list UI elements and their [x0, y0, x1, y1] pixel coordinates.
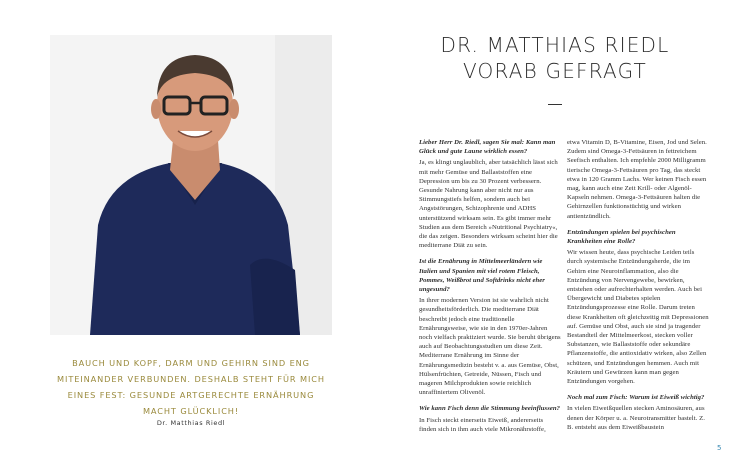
pull-quote-line: EINES FEST: GESUNDE ARTGERECHTE ERNÄHRUNG	[67, 390, 315, 400]
quote-author: Dr. Matthias Riedl	[156, 419, 226, 427]
interview-question: Wie kann Fisch denn die Stimmung beeinflussen?	[419, 405, 561, 413]
interview-question: Entzündungen spielen bei psychischen Krankheiten eine Rolle?	[567, 228, 676, 246]
interview-answer: Ja, es klingt unglaublich, aber tatsächlich lässt sich mit mehr Gemüse und Ballaststoffen eine Depression um bis zu 30 Prozent verbessern. Gesunde Nahrung kann aber nicht nur aus Stimmungstiefs helfen, sondern auch bei Angststörungen, Schizophrenie und ADHS unterstützend wirksam sein. Es gibt immer mehr Studien aus dem Bereich »Nutritional Psychiatry«, die das zeigen. Besonders wirksam scheint hier die mediterrane Diät zu sein.	[419, 159, 558, 250]
title-divider	[548, 104, 562, 105]
interview-answer: In Fisch steckt einerseits Eiweiß, andererseits finden sich in ihm auch viele Mikronährstoffe,	[419, 416, 546, 433]
interview-answer: In ihrer modernen Version ist sie wahrlich nicht gesundheitsförderlich. Die mediterrane Diät beschreibt jedoch eine traditionelle Ernährungsweise, wie sie in den 1970er-Jahren noch vielfach praktiziert wurde. Sie beruht übrigens auch auf Beobachtungsstudien um diese Zeit. Mediterrane Ernährung im Sinne der Ernährungsmedizin besteht v. a. aus Gemüse, Obst, Hülsenfrüchten, Getreide, Nüssen, Fisch und mageren Milchprodukten sowie reichlich unraffiniertem Olivenöl.	[419, 297, 561, 397]
page-title-line-1: DR. MATTHIAS RIEDL	[440, 33, 670, 57]
interview-answer: etwa Vitamin D, B-Vitamine, Eisen, Jod und Selen. Zudem sind Omega-3-Fettsäuren in fettreichem Seefisch enthalten. Ich empfehle 2000 Milligramm tierische Omega-3-Fettsäuren pro Tag, das steckt etwa in 120 Gramm Lachs. Wer keinen Fisch essen mag, kann auch eine Zeit Krill- oder Algenöl-Kapseln nehmen. Omega-3-Fettsäuren halten die Gehirnzellen funktionstüchtig und wirken antientzündlich.	[567, 139, 707, 220]
pull-quote-line: BAUCH UND KOPF, DARM UND GEHIRN SIND ENG	[72, 358, 310, 368]
portrait-photo	[50, 35, 332, 335]
page-number: 5	[717, 444, 722, 452]
text-column-left	[419, 138, 562, 436]
pull-quote-line: MITEINANDER VERBUNDEN. DESHALB STEHT FÜR MICH	[57, 374, 325, 384]
interview-question: Noch mal zum Fisch: Warum ist Eiweiß wichtig?	[567, 394, 705, 402]
interview-answer: Wir wissen heute, dass psychische Leiden teils durch systemische Entzündungsherde, die im Gehirn eine Neuroinflammation, also die Entzündung von Nervengewebe, bewirken, entstehen oder aufrechterhalten werden. Auch bei Übergewicht und Diabetes spielen Entzündungsprozesse eine Rolle. Darum treten diese Krankheiten oft gleichzeitig mit Depressionen auf. Gemüse und Obst, auch sie sind ja tragender Bestandteil der Mittelmeerkost, stecken voller Substanzen, wie Ballaststoffe oder sekundäre Pflanzenstoffe, die antioxidativ wirken, also Zellen schützen, und Entzündungen hemmen. Auch mit Kräutern und Gewürzen kann man gegen Entzündungen vorgehen.	[567, 249, 709, 386]
interview-question: Ist die Ernährung in Mittelmeerländern wie Italien und Spanien mit viel rotem Fleisch, Pommes, Weißbrot und Softdrinks nicht eher ungesund?	[419, 258, 545, 294]
page-title	[405, 32, 705, 84]
portrait-illustration	[50, 35, 332, 335]
pull-quote	[52, 355, 330, 419]
page-title-line-2: VORAB GEFRAGT	[463, 59, 647, 83]
interview-question: Lieber Herr Dr. Riedl, sagen Sie mal: Kann man Glück und gute Laune wirklich essen?	[419, 139, 556, 156]
pull-quote-line: MACHT GLÜCKLICH!	[142, 406, 240, 416]
interview-answer: In vielen Eiweißquellen stecken Aminosäuren, aus denen der Körper u. a. Neurotransmitter bastelt. Z. B. entsteht aus dem Eiweißbaustein	[567, 405, 705, 431]
text-column-right	[567, 138, 710, 434]
